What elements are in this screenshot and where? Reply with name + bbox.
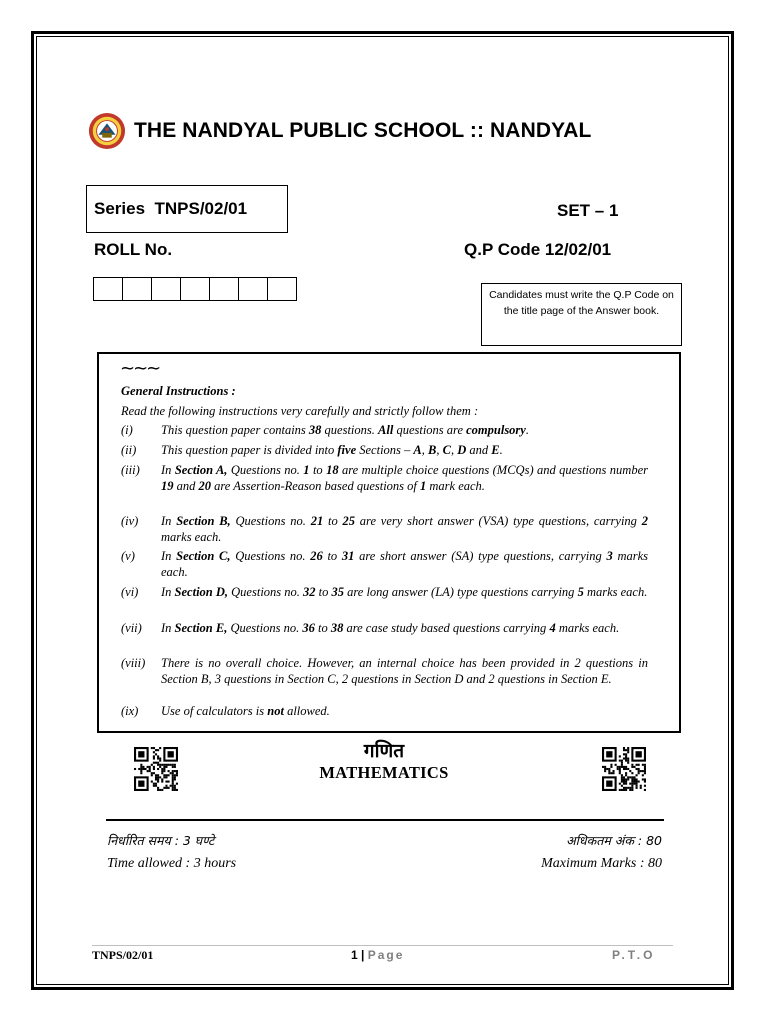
page-separator: | bbox=[357, 948, 368, 962]
qp-code-label: Q.P Code 12/02/01 bbox=[464, 240, 612, 259]
roll-number-box bbox=[267, 277, 297, 301]
roll-number-box bbox=[180, 277, 210, 301]
instruction-number: (iv) bbox=[121, 514, 139, 528]
school-name: THE NANDYAL PUBLIC SCHOOL :: NANDYAL bbox=[134, 119, 592, 142]
instruction-number: (vi) bbox=[121, 585, 139, 599]
footer-paper-code: TNPS/02/01 bbox=[92, 948, 154, 962]
instruction-number: (iii) bbox=[121, 463, 140, 477]
instruction-text: In Section C, Questions no. 26 to 31 are short answer (SA) type questions, carrying 3 marks each. bbox=[161, 549, 648, 579]
time-allowed-hindi: निर्धारित समय : 3 घण्टे bbox=[107, 833, 215, 848]
roll-number-label: ROLL No. bbox=[94, 240, 173, 259]
instruction-text: There is no overall choice. However, an internal choice has been provided in 2 questions in Section B, 3 questions in Section C, 2 questions in Section D and 2 questions in Section E. bbox=[161, 656, 648, 686]
roll-number-boxes bbox=[93, 277, 296, 301]
instruction-item bbox=[121, 585, 648, 601]
footer-divider bbox=[92, 945, 673, 946]
instruction-text: In Section B, Questions no. 21 to 25 are very short answer (VSA) type questions, carrying 2 marks each. bbox=[161, 514, 648, 544]
instruction-number: (viii) bbox=[121, 656, 146, 670]
instructions-title: General Instructions : bbox=[121, 384, 236, 398]
time-allowed-english: Time allowed : 3 hours bbox=[107, 856, 237, 871]
page-number: 1 bbox=[351, 948, 358, 962]
instruction-number: (ii) bbox=[121, 443, 137, 457]
footer-page-number bbox=[351, 948, 404, 962]
candidate-note-box bbox=[481, 283, 682, 346]
roll-number-box bbox=[209, 277, 239, 301]
instruction-text: This question paper is divided into five Sections – A, B, C, D and E. bbox=[161, 443, 503, 457]
instruction-item bbox=[121, 621, 648, 637]
instruction-number: (vii) bbox=[121, 621, 142, 635]
school-header bbox=[88, 112, 591, 150]
instruction-number: (ix) bbox=[121, 704, 139, 718]
instruction-text: Use of calculators is not allowed. bbox=[161, 704, 330, 718]
divider bbox=[106, 819, 664, 821]
roll-number-box bbox=[238, 277, 268, 301]
instruction-text: In Section D, Questions no. 32 to 35 are long answer (LA) type questions carrying 5 marks each. bbox=[161, 585, 648, 599]
candidate-note-text: Candidates must write the Q.P Code on the title page of the Answer book. bbox=[489, 289, 674, 317]
instruction-item bbox=[121, 423, 648, 439]
roll-number-box bbox=[151, 277, 181, 301]
instructions-intro: Read the following instructions very carefully and strictly follow them : bbox=[121, 404, 479, 418]
instruction-item bbox=[121, 463, 648, 494]
instruction-number: (i) bbox=[121, 423, 133, 437]
footer-pto: P.T.O bbox=[612, 948, 656, 962]
instruction-item bbox=[121, 514, 648, 545]
max-marks-hindi: अधिकतम अंक : 80 bbox=[566, 833, 662, 848]
page-word: Page bbox=[367, 948, 405, 962]
instruction-text: This question paper contains 38 questions. All questions are compulsory. bbox=[161, 423, 529, 437]
instruction-item bbox=[121, 704, 648, 720]
instruction-item bbox=[121, 549, 648, 580]
subject-title-english: MATHEMATICS bbox=[319, 763, 449, 782]
roll-number-box bbox=[122, 277, 152, 301]
school-logo-icon bbox=[88, 112, 126, 150]
subject-title-hindi: गणित bbox=[363, 740, 405, 762]
instruction-item bbox=[121, 656, 648, 687]
instruction-item bbox=[121, 443, 648, 459]
set-label: SET – 1 bbox=[557, 201, 619, 220]
roll-number-box bbox=[93, 277, 123, 301]
max-marks-english: Maximum Marks : 80 bbox=[541, 856, 662, 871]
instruction-text: In Section E, Questions no. 36 to 38 are case study based questions carrying 4 marks each. bbox=[161, 621, 620, 635]
instruction-number: (v) bbox=[121, 549, 135, 563]
series-label: Series TNPS/02/01 bbox=[94, 199, 248, 218]
series-box bbox=[86, 185, 288, 233]
decorative-wave: ~~~ bbox=[120, 358, 160, 379]
instruction-text: In Section A, Questions no. 1 to 18 are multiple choice questions (MCQs) and questions number 19 and 20 are Assertion-Reason based questions of 1 mark each. bbox=[161, 463, 648, 493]
